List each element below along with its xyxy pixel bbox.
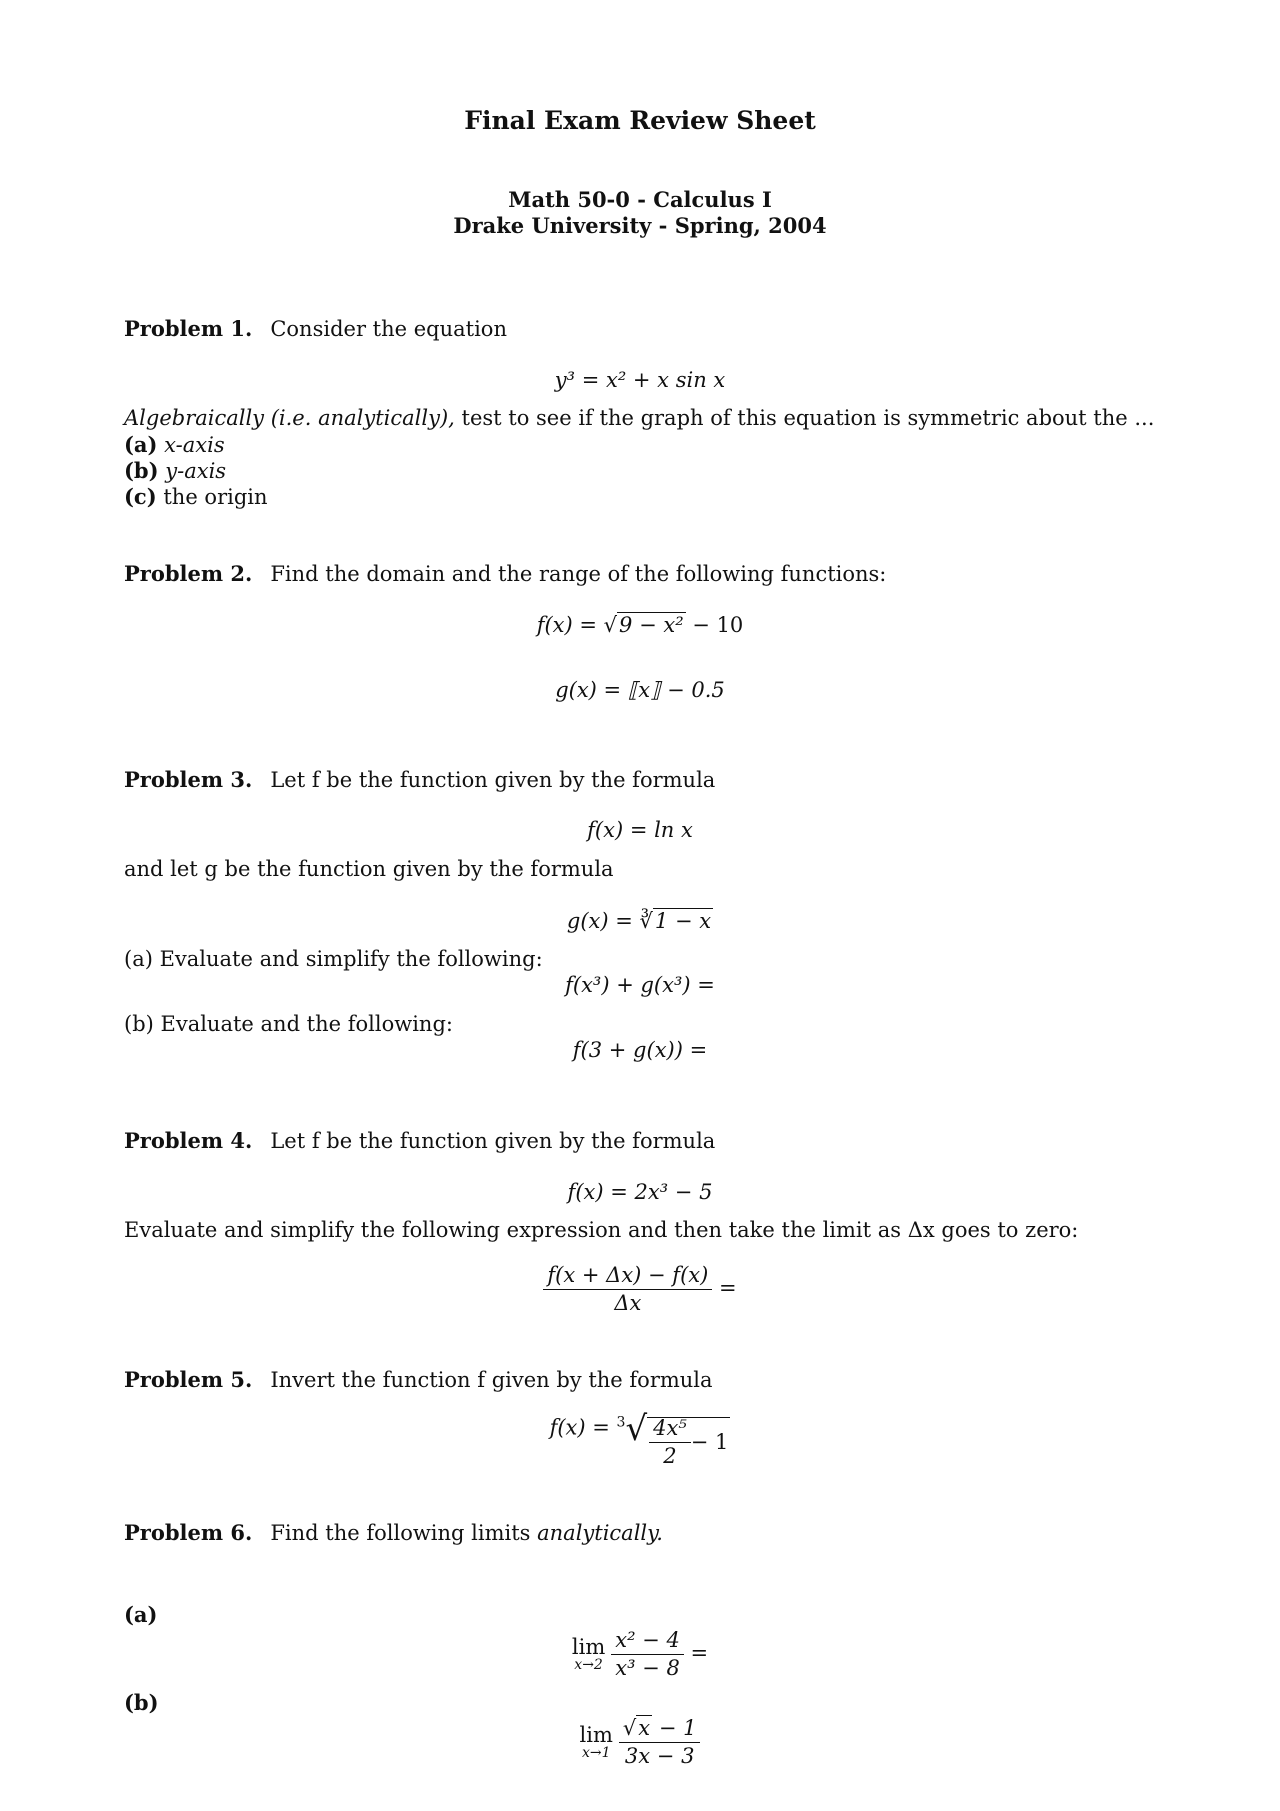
item-tag: (c) (124, 484, 157, 509)
problem-6-part-a-tag: (a) (124, 1602, 158, 1627)
problem-2-heading (124, 563, 886, 585)
f-tail: − 10 (685, 613, 744, 637)
fraction-numerator: f(x + Δx) − f(x) (543, 1265, 712, 1290)
problem-3-g-equation (0, 911, 1280, 932)
problem-1-item-a (124, 434, 225, 456)
problem-5-intro: Invert the function f given by the formula (270, 1368, 713, 1392)
problem-1-intro: Consider the equation (270, 317, 507, 341)
problem-3-part-a-equation: f(x³) + g(x³) = (565, 973, 715, 997)
limit-fraction (619, 1718, 701, 1767)
problem-6-intro: Find the following limits (270, 1521, 538, 1545)
root-index: 3 (616, 1414, 626, 1431)
equals-sign: = (683, 1641, 709, 1665)
item-text: x-axis (164, 433, 225, 457)
problem-2-label: Problem 2. (124, 561, 253, 586)
radicand (647, 1417, 730, 1467)
lim-text: lim (571, 1635, 606, 1659)
problem-3-label: Problem 3. (124, 767, 253, 792)
problem-2-f-equation: f(x) = √9 − x² − 10 (536, 613, 744, 637)
item-text: the origin (163, 485, 268, 509)
difference-quotient-fraction (543, 1265, 712, 1314)
problem-2-g-equation: g(x) = ⟦x⟧ − 0.5 (555, 678, 725, 702)
limit-fraction (611, 1630, 684, 1679)
problem-3-part-b-equation: f(3 + g(x)) = (572, 1038, 708, 1062)
problem-3-f-equation: f(x) = ln x (587, 818, 693, 842)
fraction-denominator: Δx (614, 1291, 642, 1315)
problem-4-f-equation: f(x) = 2x³ − 5 (567, 1180, 713, 1204)
g-radicand: 1 − x (654, 909, 712, 933)
f-lhs: f(x) = (536, 613, 604, 637)
item-text: y-axis (165, 459, 227, 483)
problem-3-part-a-text: (a) Evaluate and simplify the following: (124, 947, 543, 971)
radicand-tail: − 1 (690, 1429, 729, 1454)
problem-6-label: Problem 6. (124, 1520, 253, 1545)
numerator-tail: − 1 (652, 1716, 697, 1740)
fraction-numerator: 4x⁵ (649, 1418, 691, 1443)
problem-5-heading (124, 1369, 713, 1391)
problem-6-heading (124, 1522, 663, 1544)
problem-1-instruction (124, 408, 1154, 429)
fraction-denominator: x³ − 8 (615, 1656, 680, 1680)
item-tag: (a) (124, 432, 158, 457)
fraction-numerator: x² − 4 (611, 1630, 684, 1655)
g-lhs: g(x) = ∛ (566, 909, 653, 933)
problem-3-intro: Let f be the function given by the formula (270, 768, 716, 792)
problem-6-intro-italic: analytically. (537, 1521, 663, 1545)
problem-4-intro: Let f be the function given by the formula (270, 1129, 716, 1153)
problem-6-part-b-tag: (b) (124, 1690, 159, 1715)
problem-1-instruction-italic: Algebraically (i.e. analytically), (124, 406, 455, 430)
f-lhs: f(x) = (549, 1415, 617, 1440)
problem-1-label: Problem 1. (124, 316, 253, 341)
fraction-denominator: 2 (663, 1443, 677, 1468)
problem-6-part-a-limit (0, 1630, 1280, 1679)
problem-1-item-c (124, 486, 268, 508)
radical-sign: √ (625, 1409, 648, 1449)
problem-3-part-b-text: (b) Evaluate and the following: (124, 1012, 453, 1036)
limit-operator (580, 1725, 613, 1760)
problem-4-instruction: Evaluate and simplify the following expression and then take the limit as Δx goes to zero: (124, 1218, 1079, 1242)
problem-1-heading (124, 318, 507, 340)
problem-2-intro: Find the domain and the range of the following functions: (270, 562, 887, 586)
problem-4-difference-quotient (0, 1265, 1280, 1314)
problem-4-label: Problem 4. (124, 1128, 253, 1153)
inner-fraction (649, 1415, 691, 1468)
fraction-denominator: 3x − 3 (624, 1744, 695, 1768)
page-title: Final Exam Review Sheet (464, 106, 816, 135)
problem-4-heading (124, 1130, 715, 1152)
lim-subscript: x→1 (581, 1745, 611, 1761)
problem-5-label: Problem 5. (124, 1367, 253, 1392)
problem-1-item-b (124, 460, 226, 482)
problem-3-mid-text: and let g be the function given by the formula (124, 857, 614, 881)
lim-text: lim (579, 1723, 613, 1747)
sqrt-radicand: x (638, 1716, 651, 1740)
fraction-numerator: √x − 1 (619, 1718, 701, 1743)
problem-5-equation (0, 1409, 1280, 1468)
problem-1-instruction-rest: test to see if the graph of this equation is symmetric about the ... (454, 406, 1155, 430)
item-tag: (b) (124, 458, 159, 483)
problem-1-equation: y³ = x² + x sin x (554, 368, 726, 392)
equals-sign: = (712, 1276, 737, 1300)
lim-subscript: x→2 (574, 1657, 603, 1673)
f-radicand: 9 − x² (619, 613, 684, 637)
limit-operator (572, 1637, 605, 1672)
problem-6-part-b-limit (0, 1718, 1280, 1767)
problem-3-heading (124, 769, 715, 791)
university-line: Drake University - Spring, 2004 (453, 213, 827, 238)
course-line: Math 50-0 - Calculus I (508, 187, 772, 212)
